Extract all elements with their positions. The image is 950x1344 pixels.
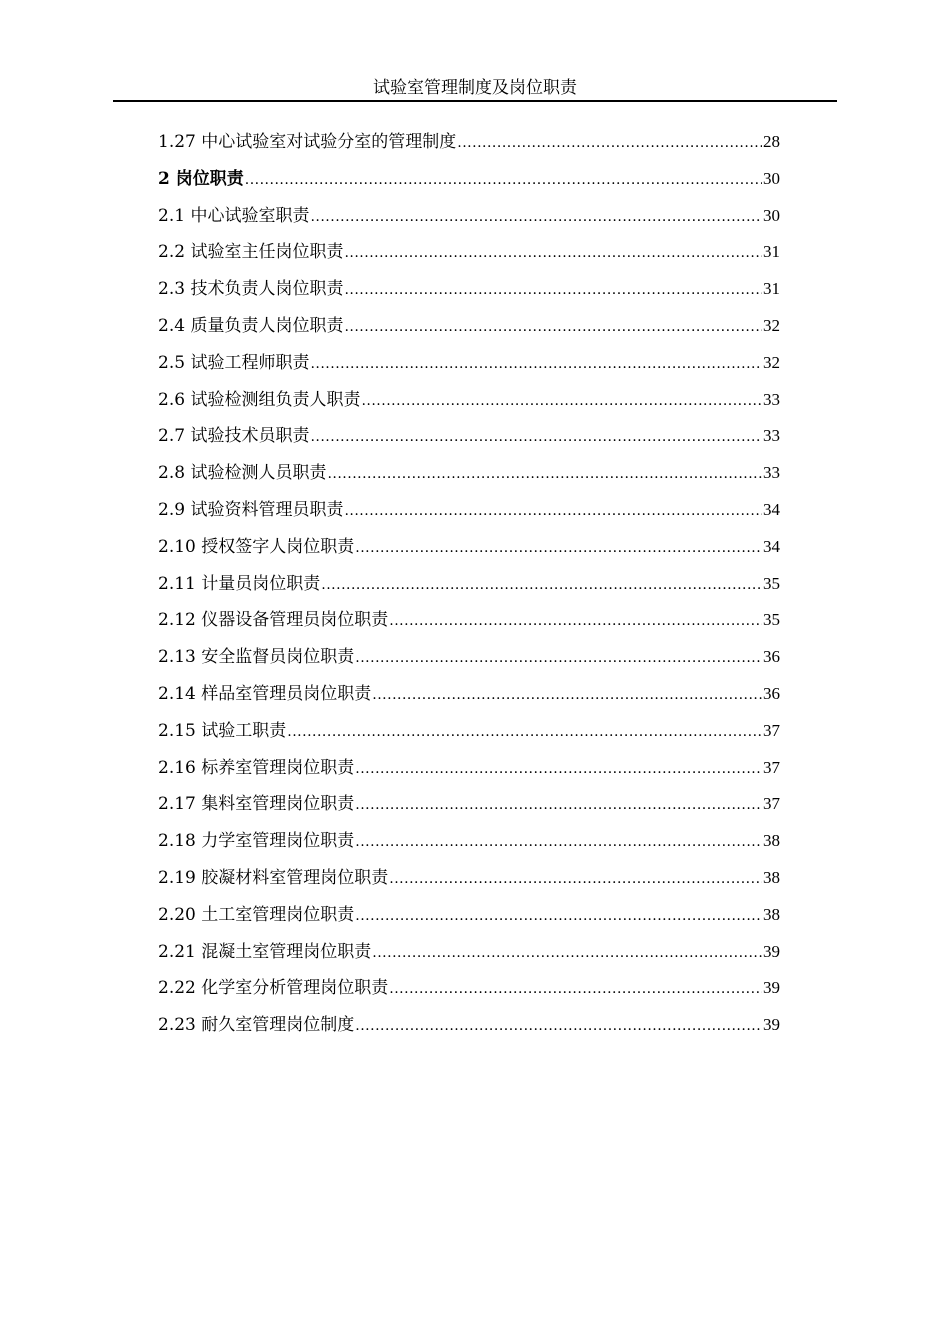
toc-entry[interactable] [158, 639, 780, 676]
toc-entry[interactable] [158, 492, 780, 529]
toc-entry-label: 2.18 力学室管理岗位职责 [158, 831, 355, 852]
toc-entry-label: 2.9 试验资料管理员职责 [158, 499, 344, 520]
toc-dot-leader [245, 162, 762, 198]
toc-entry[interactable] [158, 345, 780, 382]
toc-entry-label: 2.6 试验检测组负责人职责 [158, 389, 361, 410]
toc-dot-leader [361, 383, 762, 419]
toc-dot-leader [310, 199, 762, 235]
toc-page-number: 38 [763, 904, 780, 924]
toc-entry[interactable] [158, 382, 780, 419]
toc-page-number: 32 [763, 352, 780, 372]
toc-page-number: 36 [763, 647, 780, 667]
toc-entry-label: 2.3 技术负责人岗位职责 [158, 279, 344, 300]
toc-dot-leader [389, 603, 762, 639]
toc-dot-leader [355, 640, 762, 676]
toc-dot-leader [389, 861, 762, 897]
toc-dot-leader [372, 677, 762, 713]
toc-entry[interactable] [158, 676, 780, 713]
toc-page-number: 39 [763, 1015, 780, 1035]
toc-entry-label: 2.11 计量员岗位职责 [158, 573, 321, 594]
toc-dot-leader [355, 530, 762, 566]
toc-entry[interactable] [158, 198, 780, 235]
toc-page-number: 34 [763, 499, 780, 519]
toc-entry-label: 2.16 标养室管理岗位职责 [158, 757, 355, 778]
toc-page-number: 39 [763, 978, 780, 998]
toc-entry[interactable] [158, 860, 780, 897]
toc-dot-leader [327, 456, 762, 492]
toc-dot-leader [344, 235, 762, 271]
toc-page-number: 36 [763, 683, 780, 703]
toc-entry[interactable] [158, 602, 780, 639]
toc-entry[interactable] [158, 823, 780, 860]
toc-entry-label: 2.5 试验工程师职责 [158, 352, 310, 373]
toc-dot-leader [355, 1008, 762, 1044]
toc-entry-label: 2.13 安全监督员岗位职责 [158, 647, 355, 668]
toc-dot-leader [321, 567, 762, 603]
toc-entry[interactable] [158, 1007, 780, 1044]
toc-dot-leader [287, 714, 762, 750]
toc-page-number: 38 [763, 831, 780, 851]
toc-page-number: 30 [763, 205, 780, 225]
toc-entry[interactable] [158, 124, 780, 161]
toc-entry-label: 2.21 混凝土室管理岗位职责 [158, 941, 372, 962]
page-header-title: 试验室管理制度及岗位职责 [113, 76, 837, 102]
toc-entry[interactable] [158, 786, 780, 823]
toc-dot-leader [344, 493, 762, 529]
toc-dot-leader [355, 751, 762, 787]
toc-entry-label: 2.12 仪器设备管理员岗位职责 [158, 610, 389, 631]
toc-page-number: 33 [763, 426, 780, 446]
toc-entry[interactable] [158, 713, 780, 750]
toc-page-number: 38 [763, 867, 780, 887]
toc-entry[interactable] [158, 234, 780, 271]
toc-dot-leader [310, 419, 762, 455]
toc-entry-label: 2.10 授权签字人岗位职责 [158, 536, 355, 557]
toc-entry-label: 2.2 试验室主任岗位职责 [158, 242, 344, 263]
toc-dot-leader [355, 824, 762, 860]
toc-entry-label: 2.20 土工室管理岗位职责 [158, 904, 355, 925]
toc-entry-label: 2.17 集料室管理岗位职责 [158, 794, 355, 815]
toc-entry[interactable] [158, 308, 780, 345]
toc-page-number: 39 [763, 941, 780, 961]
toc-dot-leader [344, 272, 762, 308]
toc-entry[interactable] [158, 934, 780, 971]
toc-page-number: 35 [763, 610, 780, 630]
toc-dot-leader [389, 971, 762, 1007]
toc-page-number: 37 [763, 757, 780, 777]
toc-dot-leader [372, 935, 762, 971]
toc-entry[interactable] [158, 566, 780, 603]
toc-entry-label: 2.23 耐久室管理岗位制度 [158, 1015, 355, 1036]
toc-page-number: 37 [763, 720, 780, 740]
toc-page-number: 37 [763, 794, 780, 814]
toc-page-number: 28 [763, 132, 780, 151]
toc-entry-label: 2.22 化学室分析管理岗位职责 [158, 978, 389, 999]
toc-entry-label: 2.8 试验检测人员职责 [158, 463, 327, 484]
toc-entry[interactable] [158, 750, 780, 787]
toc-entry[interactable] [158, 455, 780, 492]
table-of-contents [158, 124, 780, 1044]
toc-entry[interactable] [158, 418, 780, 455]
toc-dot-leader [344, 309, 762, 345]
toc-entry-label: 2.19 胶凝材料室管理岗位职责 [158, 867, 389, 888]
toc-entry-label: 2.4 质量负责人岗位职责 [158, 315, 344, 336]
toc-dot-leader [457, 125, 762, 161]
toc-entry-label: 2.7 试验技术员职责 [158, 426, 310, 447]
toc-page-number: 33 [763, 389, 780, 409]
toc-page-number: 33 [763, 463, 780, 483]
toc-page-number: 35 [763, 573, 780, 593]
toc-page-number: 32 [763, 315, 780, 335]
toc-page-number: 34 [763, 536, 780, 556]
toc-dot-leader [310, 346, 762, 382]
toc-entry-label: 2.15 试验工职责 [158, 720, 287, 741]
toc-entry[interactable] [158, 970, 780, 1007]
toc-entry-label: 2 岗位职责 [158, 168, 244, 189]
toc-entry[interactable] [158, 529, 780, 566]
toc-entry[interactable] [158, 161, 780, 198]
toc-entry-label: 1.27 中心试验室对试验分室的管理制度 [158, 132, 457, 152]
toc-entry[interactable] [158, 271, 780, 308]
toc-page-number: 30 [763, 168, 780, 188]
toc-dot-leader [355, 787, 762, 823]
toc-dot-leader [355, 898, 762, 934]
toc-entry-label: 2.1 中心试验室职责 [158, 205, 310, 226]
toc-page-number: 31 [763, 242, 780, 262]
toc-page-number: 31 [763, 279, 780, 299]
toc-entry-label: 2.14 样品室管理员岗位职责 [158, 683, 372, 704]
toc-entry[interactable] [158, 897, 780, 934]
